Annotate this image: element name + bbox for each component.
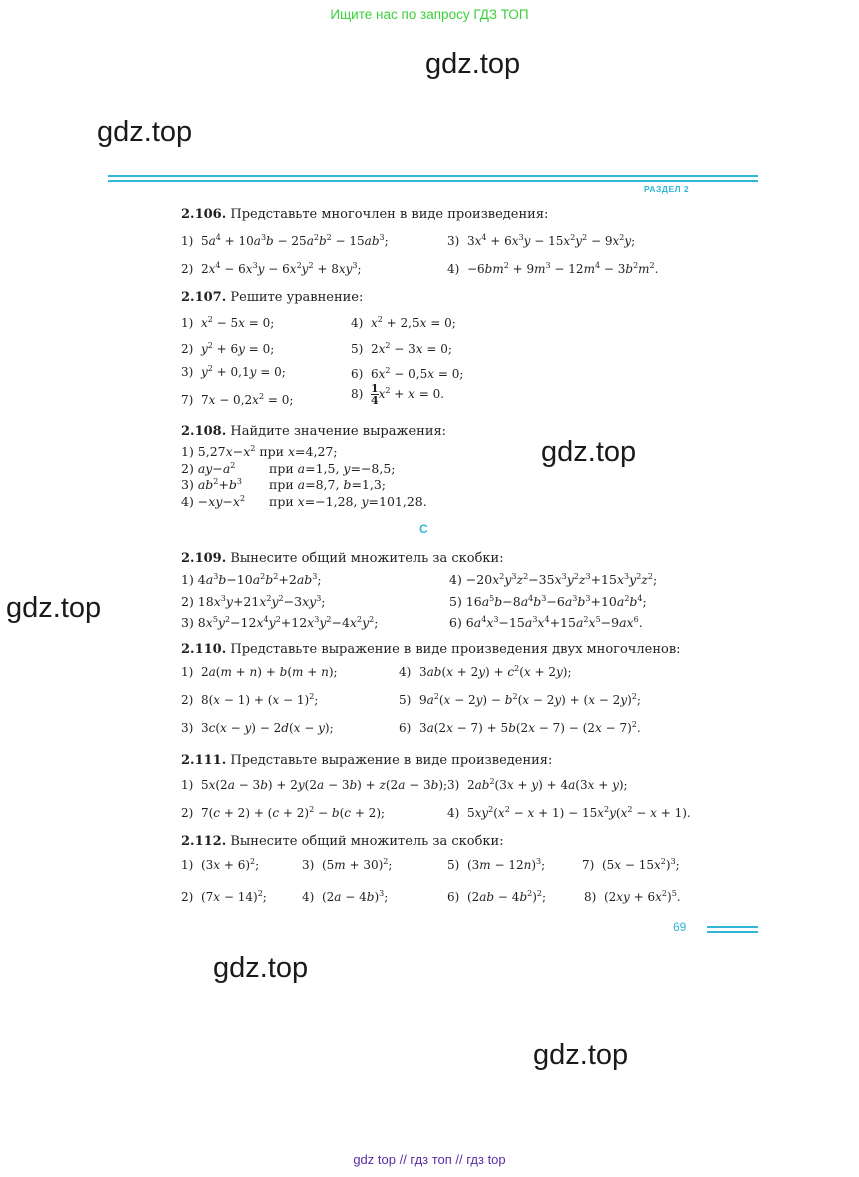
- page-number: 69: [673, 920, 687, 934]
- search-banner: Ищите нас по запросу ГДЗ ТОП: [330, 7, 529, 22]
- exercise-2-111-heading: 2.111. Представьте выражение в виде произведения:: [181, 753, 553, 768]
- exercise-2-112-item-5: 5) $(3m - 12n)^3$;: [447, 857, 546, 872]
- watermark: gdz.top: [6, 592, 102, 624]
- exercise-2-108-item-4-condition: при x=−1,28, y=101,28.: [269, 494, 427, 509]
- exercise-2-110-heading: 2.110. Представьте выражение в виде произведения двух многочленов:: [181, 642, 681, 657]
- exercise-2-112-item-1: 1) $(3x + 6)^2$;: [181, 857, 260, 872]
- exercise-2-110-item-5: 5) $9a^2(x - 2y) - b^2(x - 2y) + (x - 2y)^2$;: [399, 692, 641, 707]
- exercise-2-107-item-2: 2) $y^2 + 6y = 0$;: [181, 341, 275, 356]
- exercise-2-107-heading: 2.107. Решите уравнение:: [181, 290, 364, 305]
- exercise-2-108-heading: 2.108. Найдите значение выражения:: [181, 424, 447, 439]
- exercise-2-109-item-4: $4) -20x^2y^3z^2-35x^3y^2z^3+15x^3y^2z^2$;: [449, 571, 658, 587]
- exercise-2-106-item-4: $4) -6bm^2 + 9m^3 - 12m^4 - 3b^2m^2$.: [447, 261, 659, 276]
- exercise-2-108-item-1: 1) $5,27x-x^2$ при x=4,27;: [181, 443, 338, 459]
- exercise-2-110-item-4: 4) $3ab(x + 2y) + c^2(x + 2y)$;: [399, 664, 572, 679]
- exercise-2-107-item-8: 8) $\frac{1}{4}x^2 + x = 0$.: [351, 382, 445, 407]
- exercise-2-108-item-3-condition: при a=8,7, b=1,3;: [269, 477, 387, 492]
- footer-links: gdz top // гдз топ // гдз top: [353, 1152, 506, 1167]
- watermark: gdz.top: [97, 116, 193, 148]
- exercise-2-108-item-4: $4) -xy-x^2$: [181, 493, 246, 509]
- exercise-2-109-item-3: 3) $8x^5y^2-12x^4y^2+12x^3y^2-4x^2y^2$;: [181, 614, 379, 630]
- exercise-2-109-item-1: 1) $4a^3b-10a^2b^2+2ab^3$;: [181, 571, 322, 587]
- exercise-2-112-item-2: 2) $(7x - 14)^2$;: [181, 889, 267, 904]
- exercise-2-107-item-4: 4) $x^2 + 2,5x = 0$;: [351, 315, 456, 330]
- header-rule: [108, 175, 758, 177]
- exercise-2-109-item-5: 5) $16a^5b-8a^4b^3-6a^3b^3+10a^2b^4$;: [449, 593, 647, 609]
- exercise-2-108-item-2-condition: при a=1,5, y=−8,5;: [269, 461, 396, 476]
- exercise-2-109-item-2: 2) $18x^3y+21x^2y^2-3xy^3$;: [181, 593, 326, 609]
- exercise-2-110-item-2: 2) $8(x - 1) + (x - 1)^2$;: [181, 692, 319, 707]
- exercise-2-111-item-4: 4) $5xy^2(x^2 - x + 1) - 15x^2y(x^2 - x + 1)$.: [447, 805, 691, 820]
- watermark: gdz.top: [541, 436, 637, 468]
- exercise-2-108-item-3: 3) $ab^2+b^3$: [181, 476, 242, 492]
- exercise-2-107-item-5: 5) $2x^2 - 3x = 0$;: [351, 341, 452, 356]
- exercise-2-106-heading: 2.106. Представьте многочлен в виде произведения:: [181, 207, 549, 222]
- exercise-2-111-item-1: 1) 5x(2a − 3b) + 2y(2a − 3b) + z(2a − 3b);: [181, 778, 448, 792]
- exercise-2-107-item-6: 6) $6x^2 - 0,5x = 0$;: [351, 366, 464, 381]
- exercise-2-109-item-6: 6) $6a^4x^3-15a^3x^4+15a^2x^5-9ax^6$.: [449, 614, 643, 630]
- exercise-2-110-item-6: 6) $3a(2x - 7) + 5b(2x - 7) - (2x - 7)^2$.: [399, 720, 641, 735]
- exercise-2-107-item-3: 3) $y^2 + 0,1y = 0$;: [181, 364, 286, 379]
- section-label: РАЗДЕЛ 2: [644, 184, 690, 194]
- exercise-2-112-item-8: 8) $(2xy + 6x^2)^5$.: [584, 889, 681, 904]
- exercise-2-112-heading: 2.112. Вынесите общий множитель за скобки:: [181, 834, 504, 849]
- exercise-2-108-item-2: 2) $ay-a^2$: [181, 460, 236, 476]
- exercise-2-106-item-1: 1) $5a^4 + 10a^3b - 25a^2b^2 - 15ab^3$;: [181, 233, 389, 248]
- exercise-2-112-item-7: 7) $(5x - 15x^2)^3$;: [582, 857, 680, 872]
- difficulty-level-marker: C: [419, 522, 428, 536]
- exercise-2-112-item-4: 4) $(2a - 4b)^3$;: [302, 889, 389, 904]
- exercise-2-109-heading: 2.109. Вынесите общий множитель за скобки:: [181, 551, 504, 566]
- exercise-2-111-item-3: 3) $2ab^2(3x + y) + 4a(3x + y)$;: [447, 777, 628, 792]
- exercise-2-110-item-1: 1) 2a(m + n) + b(m + n);: [181, 665, 338, 679]
- exercise-2-106-item-3: 3) $3x^4 + 6x^3y - 15x^2y^2 - 9x^2y$;: [447, 233, 636, 248]
- exercise-2-110-item-3: 3) 3c(x − y) − 2d(x − y);: [181, 721, 334, 735]
- footer-rule: [707, 931, 758, 933]
- exercise-2-106-item-2: 2) $2x^4 - 6x^3y - 6x^2y^2 + 8xy^3$;: [181, 261, 362, 276]
- watermark: gdz.top: [213, 952, 309, 984]
- watermark: gdz.top: [533, 1039, 629, 1071]
- exercise-2-107-item-1: 1) $x^2 - 5x = 0$;: [181, 315, 275, 330]
- exercise-2-107-item-7: 7) $7x - 0,2x^2 = 0$;: [181, 392, 294, 407]
- exercise-2-111-item-2: 2) $7(c + 2) + (c + 2)^2 - b(c + 2)$;: [181, 805, 386, 820]
- header-rule: [108, 180, 758, 182]
- exercise-2-112-item-6: 6) $(2ab - 4b^2)^2$;: [447, 889, 547, 904]
- footer-rule: [707, 926, 758, 928]
- exercise-2-112-item-3: 3) $(5m + 30)^2$;: [302, 857, 393, 872]
- watermark: gdz.top: [425, 48, 521, 80]
